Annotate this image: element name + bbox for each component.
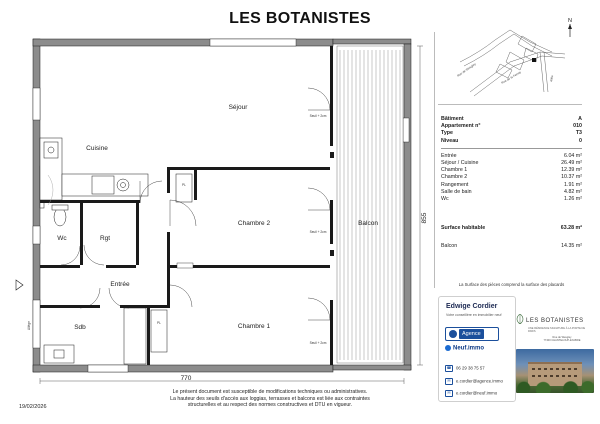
room-rgt: Rgt bbox=[99, 235, 111, 242]
brand-address: Rue de Wesgley 77400 CHANTELOUP-EN-BRIE bbox=[543, 336, 581, 343]
room-balcon: Balcon bbox=[358, 220, 378, 227]
room-cuisine: Cuisine bbox=[86, 145, 108, 152]
svg-text:Allée: Allée bbox=[549, 74, 555, 83]
surface-balcon: Balcon 14.35 m² bbox=[441, 243, 582, 250]
wall-note: Allège bbox=[27, 321, 31, 330]
surface-row-sdb: Salle de bain 4.82 m² bbox=[441, 188, 582, 195]
brand-subtitle: UNE RÉSIDENCE SIGNATURE À LA PORTE DE PARIS bbox=[528, 327, 586, 333]
dimension-height: 855 bbox=[421, 212, 428, 224]
botanistes-leaf-icon bbox=[516, 314, 524, 324]
agence-logo-icon bbox=[449, 330, 457, 338]
agent-role: Votre conseillère en immobilier neuf bbox=[446, 313, 502, 317]
room-sdb: Sdb bbox=[74, 324, 86, 331]
page-title: LES BOTANISTES bbox=[229, 10, 371, 27]
surface-row-chambre-1: Chambre 1 12.39 m² bbox=[441, 167, 582, 174]
detail-row-niveau: Niveau 0 bbox=[441, 137, 582, 144]
document-date: 19/02/2026 bbox=[19, 404, 47, 410]
disclaimer: Le présent document est susceptible de modifications techniques ou administratives. La hauteur des seuils d'accès aux loggias, terrasses et balcons est liée aux contraintes structurelles et au respect des normes constructives et DTU en vigueur. bbox=[170, 389, 370, 408]
door-note-chambre-1: Seuil + 2cm bbox=[309, 341, 327, 345]
agence-label: Agence bbox=[459, 329, 484, 339]
room-chambre-1: Chambre 1 bbox=[237, 323, 271, 330]
phone-icon: ☎ bbox=[446, 366, 452, 370]
north-label: N bbox=[568, 18, 572, 24]
agent-name: Edwige Cordier bbox=[446, 303, 498, 310]
apartment-details bbox=[441, 116, 582, 250]
surface-note: La Surface des pièces comprend la surface des placards bbox=[458, 282, 565, 287]
brand-name: LES BOTANISTES bbox=[526, 318, 584, 324]
residence-photo bbox=[516, 349, 594, 393]
surface-row-rangement: Rangement 1.91 m² bbox=[441, 181, 582, 188]
surface-row-sejour: Séjour / Cuisine 26.49 m² bbox=[441, 159, 582, 166]
surface-row-chambre-2: Chambre 2 10.37 m² bbox=[441, 174, 582, 181]
details-divider bbox=[441, 148, 582, 149]
surface-row-wc: Wc 1.26 m² bbox=[441, 195, 582, 202]
dimension-width: 770 bbox=[180, 375, 192, 382]
room-chambre-2: Chambre 2 bbox=[237, 220, 271, 227]
neuf-immo-badge[interactable] bbox=[445, 345, 484, 352]
svg-text:Rue de Wesgley: Rue de Wesgley bbox=[456, 61, 477, 78]
surface-total: Surface habitable 63.28 m² bbox=[441, 225, 582, 232]
door-note-chambre-2: Seuil + 2cm bbox=[309, 230, 327, 234]
mail-icon: ✉ bbox=[445, 390, 453, 397]
neuf-immo-label: Neuf.immo bbox=[453, 345, 485, 352]
detail-row-batiment: Bâtiment A bbox=[441, 116, 582, 122]
svg-text:Rue de la Ferme: Rue de la Ferme bbox=[500, 70, 522, 85]
detail-row-type: Type T3 bbox=[441, 130, 582, 137]
door-note-sejour: Seuil + 2cm bbox=[309, 114, 327, 118]
contact-phone[interactable]: ☎ 06 29 38 75 57 bbox=[446, 365, 485, 371]
detail-row-appartement: Appartement n° 010 bbox=[441, 123, 582, 130]
agent-card bbox=[438, 296, 516, 402]
room-sejour: Séjour bbox=[228, 104, 248, 111]
brand-block bbox=[514, 296, 594, 400]
cupboard-label-2: PL bbox=[157, 321, 161, 325]
cupboard-label-1: PL bbox=[182, 183, 186, 187]
surface-row-entree: Entrée 6.04 m² bbox=[441, 152, 582, 159]
contact-email-2[interactable]: ✉ e.cordier@neuf.immo bbox=[445, 390, 497, 397]
neuf-immo-logo-icon bbox=[445, 345, 451, 351]
room-wc: Wc bbox=[57, 235, 67, 242]
mail-icon: ✉ bbox=[445, 378, 453, 385]
room-entree: Entrée bbox=[110, 281, 130, 288]
agence-badge[interactable] bbox=[445, 327, 499, 341]
contact-email-1[interactable]: ✉ e.cordier@agence.immo bbox=[445, 378, 503, 385]
